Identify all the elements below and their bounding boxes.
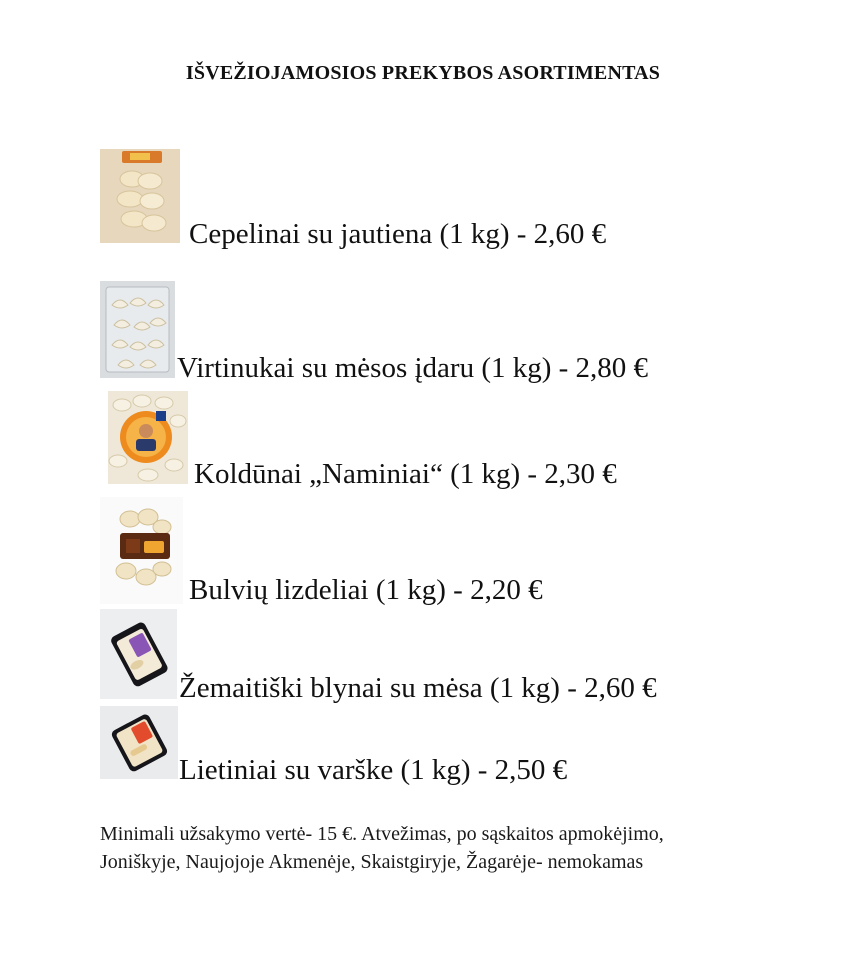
koldunai-package-image <box>108 391 188 484</box>
product-item-virtinukai: Virtinukai su mėsos įdaru (1 kg) - 2,80 € <box>177 352 649 384</box>
delivery-note: Minimali užsakymo vertė- 15 €. Atvežimas, po sąskaitos apmokėjimo, Joniškyje, Naujojoje Akmenėje, Skaistgiryje, Žagarėje- nemokamas <box>100 823 664 873</box>
cepelinai-package-image <box>100 149 180 243</box>
product-item-cepelinai: Cepelinai su jautiena (1 kg) - 2,60 € <box>189 218 607 250</box>
blynai-tray-image <box>100 609 177 699</box>
lietiniai-tray-image <box>100 706 178 779</box>
virtinukai-package-image <box>100 281 175 378</box>
product-item-lietiniai: Lietiniai su varške (1 kg) - 2,50 € <box>179 754 568 786</box>
product-item-koldunai: Koldūnai „Naminiai“ (1 kg) - 2,30 € <box>194 458 617 490</box>
product-item-blynai: Žemaitiški blynai su mėsa (1 kg) - 2,60 € <box>179 672 657 704</box>
page-title: IŠVEŽIOJAMOSIOS PREKYBOS ASORTIMENTAS <box>185 62 661 84</box>
product-item-lizdeliai: Bulvių lizdeliai (1 kg) - 2,20 € <box>189 574 543 606</box>
lizdeliai-package-image <box>100 497 183 604</box>
